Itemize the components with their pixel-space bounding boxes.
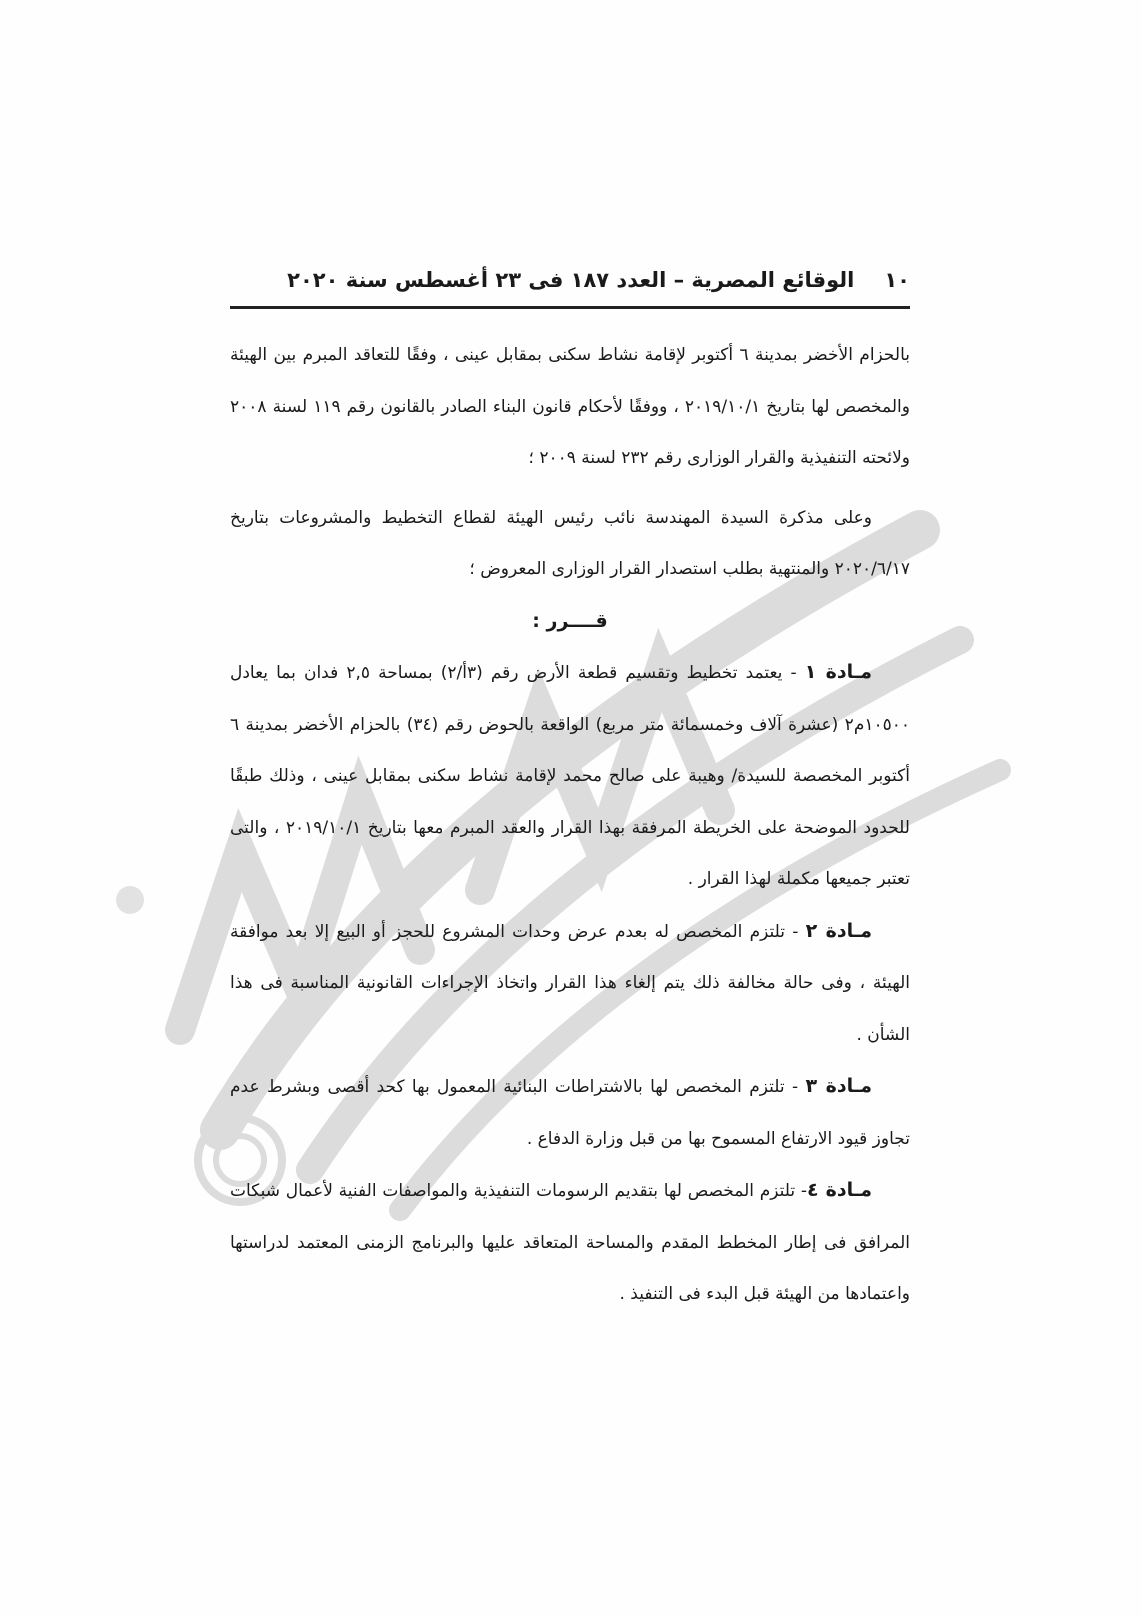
article-4-text: - تلتزم المخصص لها بتقديم الرسومات التنفيذية والمواصفات الفنية لأعمال شبكات المرافق فى إطار المخطط المقدم والمساحة المتعاقد عليها والبرنامج الزمنى المعتمد لدراستها واعتمادها من الهيئة قبل البدء فى التنفيذ . bbox=[230, 1181, 910, 1304]
article-3-text: - تلتزم المخصص لها بالاشتراطات البنائية المعمول بها كحد أقصى وبشرط عدم تجاوز قيود الارتفاع المسموح بها من قبل وزارة الدفاع . bbox=[230, 1077, 910, 1149]
header-divider bbox=[230, 306, 910, 309]
article-1-label: مـادة ١ bbox=[804, 661, 872, 683]
paragraph-green-belt: بالحزام الأخضر بمدينة ٦ أكتوبر لإقامة نشاط سكنى بمقابل عينى ، وفقًا للتعاقد المبرم بين الهيئة والمخصص لها بتاريخ ٢٠١٩/١٠/١ ، ووفقًا لأحكام قانون البناء الصادر بالقانون رقم ١١٩ لسنة ٢٠٠٨ ولائحته التنفيذية والقرار الوزارى رقم ٢٣٢ لسنة ٢٠٠٩ ؛ bbox=[230, 345, 910, 468]
article-4-label: مـادة ٤ bbox=[807, 1179, 872, 1201]
decree-heading: قــــرر : bbox=[532, 609, 608, 632]
page-header bbox=[230, 260, 910, 300]
article-3 bbox=[230, 1061, 910, 1165]
article-1-text: - يعتمد تخطيط وتقسيم قطعة الأرض رقم (٣أ/٢) بمساحة ٢,٥ فدان بما يعادل ١٠٥٠٠م٢ (عشرة آلاف وخمسمائة متر مربع) الواقعة بالحوض رقم (٣٤) بالحزام الأخضر بمدينة ٦ أكتوبر المخصصة للسيدة/ وهيبة على صالح محمد لإقامة نشاط سكنى بمقابل عينى ، وذلك طبقًا للحدود الموضحة على الخريطة المرفقة بهذا القرار والعقد المبرم معها بتاريخ ٢٠١٩/١٠/١ ، والتى تعتبر جميعها مكملة لهذا القرار . bbox=[230, 663, 910, 889]
article-4 bbox=[230, 1165, 910, 1321]
gazette-header-title: الوقائع المصرية – العدد ١٨٧ فى ٢٣ أغسطس سنة ٢٠٢٠ bbox=[287, 268, 855, 292]
article-3-label: مـادة ٣ bbox=[805, 1075, 872, 1097]
article-2 bbox=[230, 906, 910, 1062]
document-body bbox=[230, 330, 910, 1321]
article-2-label: مـادة ٢ bbox=[805, 919, 872, 942]
article-2-text: - تلتزم المخصص له بعدم عرض وحدات المشروع للحجز أو البيع إلا بعد موافقة الهيئة ، وفى حالة مخالفة ذلك يتم إلغاء هذا القرار واتخاذ الإجراءات القانونية المناسبة فى هذا الشأن . bbox=[230, 921, 910, 1045]
page-number: ١٠ bbox=[884, 268, 910, 292]
paragraph-spacer bbox=[230, 485, 910, 493]
article-1 bbox=[230, 647, 910, 906]
paragraph-engineer-memo: وعلى مذكرة السيدة المهندسة نائب رئيس الهيئة لقطاع التخطيط والمشروعات بتاريخ ٢٠٢٠/٦/١٧ والمنتهية بطلب استصدار القرار الوزارى المعروض ؛ bbox=[230, 507, 910, 579]
